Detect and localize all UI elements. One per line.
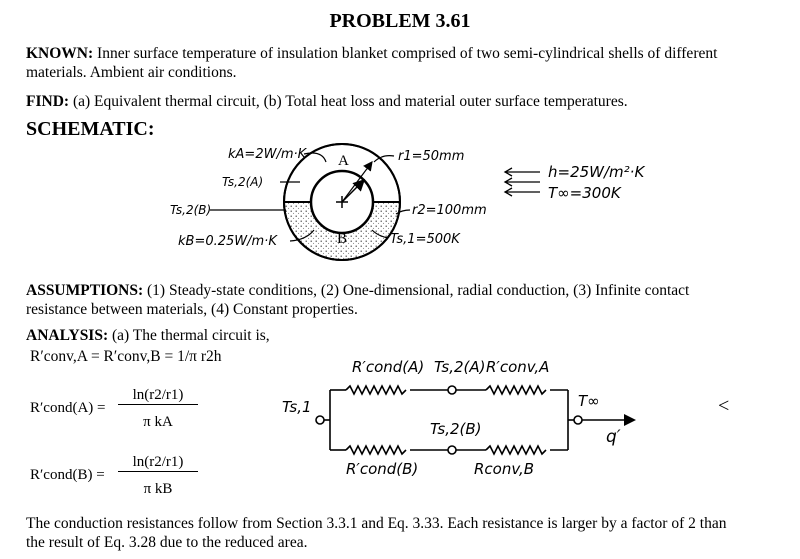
thermal-circuit (0, 350, 800, 490)
Ts1-label: Ts,1=500K (390, 232, 460, 247)
find-text: (a) Equivalent thermal circuit, (b) Total heat loss and material outer surface temperatures. (72, 93, 628, 110)
h-label: h=25W/m²·K (548, 163, 645, 181)
circuit-Rconv-A-label: R′conv,A (486, 358, 550, 376)
assumptions-section (26, 281, 796, 319)
circuit-Rcond-A-label: R′cond(A) (352, 358, 425, 376)
flow-arrows (505, 168, 540, 196)
known-text-2: materials. Ambient air conditions. (26, 64, 237, 81)
analysis-label: ANALYSIS: (26, 327, 109, 344)
known-label: KNOWN: (26, 45, 94, 62)
material-A-label: A (338, 153, 349, 169)
equation-condB-lhs: R′cond(B) = (30, 467, 105, 483)
circuit-Ts1-label: Ts,1 (282, 398, 312, 416)
solution-marker: < (718, 395, 730, 417)
analysis-section (26, 326, 796, 345)
footer-line-2: the result of Eq. 3.28 due to the reduced area. (26, 534, 308, 551)
resistor-cond-B (346, 446, 406, 454)
node-Tinf (574, 416, 582, 424)
equation-condB-numerator: ln(r2/r1) (118, 454, 198, 472)
resistor-cond-A (346, 386, 406, 394)
Ts2A-label: Ts,2(A) (222, 175, 264, 189)
circuit-Tinf-label: T∞ (578, 392, 600, 410)
footer-line-1: The conduction resistances follow from Section 3.3.1 and Eq. 3.33. Each resistance is larger by a factor of 2 than (26, 515, 727, 532)
heat-flow-arrow (624, 414, 636, 426)
circuit-Rcond-B-label: R′cond(B) (346, 460, 419, 478)
equation-condA-lhs: R′cond(A) = (30, 400, 106, 416)
equation-condA-denominator: π kA (143, 414, 173, 430)
circuit-Ts2A-label: Ts,2(A) (434, 358, 486, 376)
equation-condB-denominator: π kB (143, 481, 173, 497)
node-Ts2A (448, 386, 456, 394)
schematic-diagram (0, 140, 800, 265)
circuit-Ts2B-label: Ts,2(B) (430, 420, 482, 438)
footer-text (26, 514, 796, 552)
resistor-conv-A (486, 386, 546, 394)
schematic-heading: SCHEMATIC: (26, 118, 155, 140)
known-section (26, 44, 796, 82)
r2-label: r2=100mm (412, 203, 487, 218)
resistor-conv-B (486, 446, 546, 454)
equation-condA-numerator: ln(r2/r1) (118, 387, 198, 405)
Tinf-label: T∞=300K (548, 184, 621, 202)
known-text-1: Inner surface temperature of insulation blanket comprised of two semi-cylindrical shells of different (97, 45, 718, 62)
material-B-label: B (337, 231, 348, 247)
analysis-text: (a) The thermal circuit is, (112, 327, 270, 344)
assumptions-label: ASSUMPTIONS: (26, 282, 144, 299)
find-label: FIND: (26, 93, 70, 110)
kA-label: kA=2W/m·K (228, 147, 307, 162)
equation-conv: R′conv,A = R′conv,B = 1/π r2h (30, 348, 222, 365)
node-Ts1 (316, 416, 324, 424)
problem-title: PROBLEM 3.61 (329, 10, 471, 32)
circuit-q-label: q′ (606, 427, 621, 447)
assumptions-text-1: (1) Steady-state conditions, (2) One-dimensional, radial conduction, (3) Infinite contact (147, 282, 690, 299)
circuit-Rconv-B-label: Rconv,B (474, 460, 535, 478)
assumptions-text-2: resistance between materials, (4) Constant properties. (26, 301, 358, 318)
Ts2B-label: Ts,2(B) (170, 203, 212, 217)
node-Ts2B (448, 446, 456, 454)
r1-label: r1=50mm (398, 149, 465, 164)
kB-label: kB=0.25W/m·K (178, 234, 277, 249)
find-section (26, 92, 796, 111)
